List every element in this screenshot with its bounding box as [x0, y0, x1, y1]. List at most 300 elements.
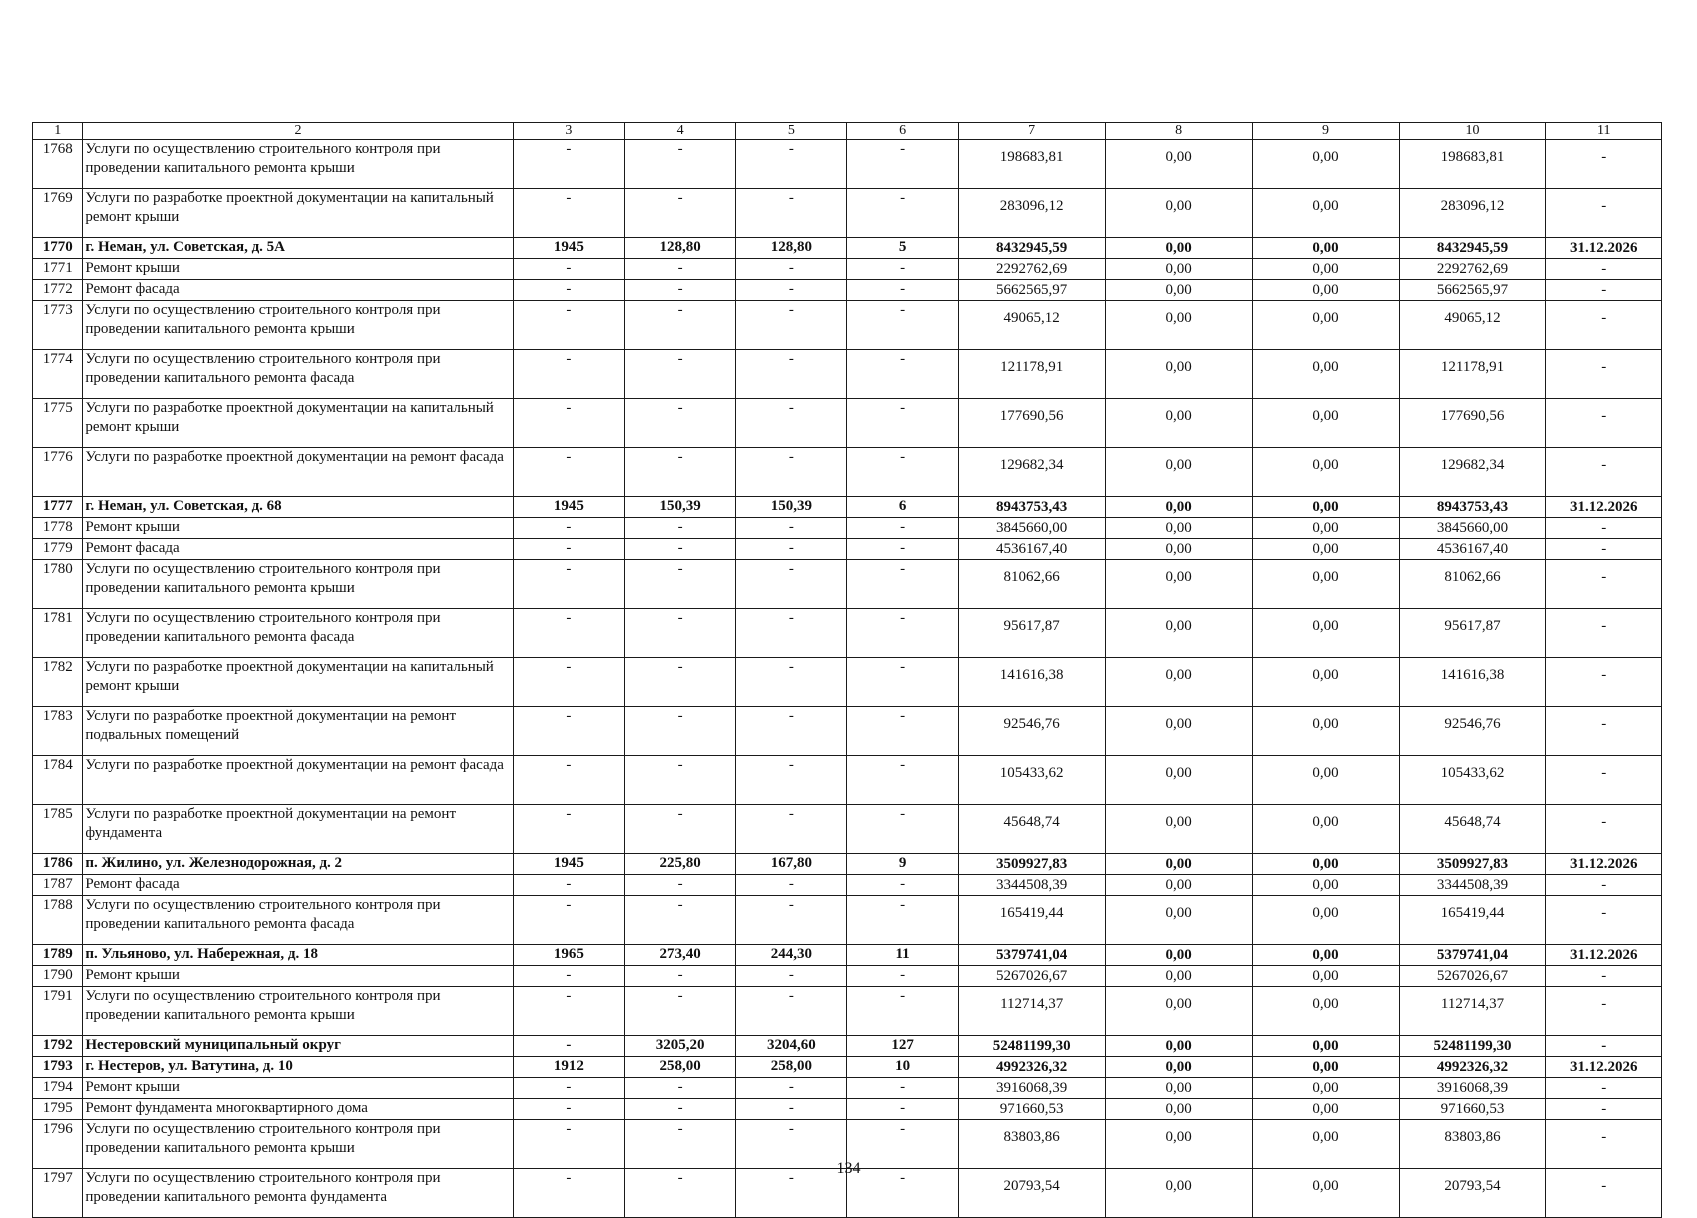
- total-cost-cell: 95617,87: [958, 609, 1105, 658]
- total-cost-cell: 81062,66: [958, 560, 1105, 609]
- total-area-cell: -: [624, 448, 735, 497]
- owner-funds-cell: 49065,12: [1399, 301, 1546, 350]
- deadline-cell: -: [1546, 399, 1662, 448]
- regional-funds-cell: 0,00: [1252, 707, 1399, 756]
- federal-funds-cell: 0,00: [1105, 945, 1252, 966]
- table-row: [33, 350, 1662, 399]
- regional-funds-cell: 0,00: [1252, 539, 1399, 560]
- residents-cell: -: [847, 560, 958, 609]
- owner-funds-cell: 8943753,43: [1399, 497, 1546, 518]
- deadline-cell: -: [1546, 140, 1662, 189]
- federal-funds-cell: 0,00: [1105, 658, 1252, 707]
- description-cell: Ремонт крыши: [83, 1078, 513, 1099]
- total-area-cell: -: [624, 658, 735, 707]
- table-row: [33, 945, 1662, 966]
- total-cost-cell: 3845660,00: [958, 518, 1105, 539]
- federal-funds-cell: 0,00: [1105, 301, 1252, 350]
- year-cell: 1912: [513, 1057, 624, 1078]
- owner-funds-cell: 5379741,04: [1399, 945, 1546, 966]
- table-row: [33, 1057, 1662, 1078]
- living-area-cell: -: [736, 756, 847, 805]
- owner-funds-cell: 8432945,59: [1399, 238, 1546, 259]
- residents-cell: 5: [847, 238, 958, 259]
- deadline-cell: 31.12.2026: [1546, 238, 1662, 259]
- owner-funds-cell: 3509927,83: [1399, 854, 1546, 875]
- year-cell: -: [513, 805, 624, 854]
- residents-cell: -: [847, 1078, 958, 1099]
- residents-cell: -: [847, 140, 958, 189]
- table-row: [33, 448, 1662, 497]
- deadline-cell: -: [1546, 350, 1662, 399]
- regional-funds-cell: 0,00: [1252, 658, 1399, 707]
- total-area-cell: -: [624, 1169, 735, 1218]
- deadline-cell: -: [1546, 987, 1662, 1036]
- federal-funds-cell: 0,00: [1105, 448, 1252, 497]
- regional-funds-cell: 0,00: [1252, 560, 1399, 609]
- owner-funds-cell: 4536167,40: [1399, 539, 1546, 560]
- deadline-cell: -: [1546, 539, 1662, 560]
- page-number: 134: [836, 1160, 861, 1177]
- total-cost-cell: 105433,62: [958, 756, 1105, 805]
- living-area-cell: -: [736, 658, 847, 707]
- description-cell: Ремонт крыши: [83, 518, 513, 539]
- total-area-cell: -: [624, 1099, 735, 1120]
- federal-funds-cell: 0,00: [1105, 854, 1252, 875]
- document-sheet: [32, 122, 1662, 1218]
- year-cell: -: [513, 987, 624, 1036]
- year-cell: -: [513, 875, 624, 896]
- residents-cell: -: [847, 539, 958, 560]
- description-cell: Ремонт фундамента многоквартирного дома: [83, 1099, 513, 1120]
- total-area-cell: -: [624, 140, 735, 189]
- residents-cell: -: [847, 259, 958, 280]
- living-area-cell: 3204,60: [736, 1036, 847, 1057]
- table-row: [33, 987, 1662, 1036]
- owner-funds-cell: 112714,37: [1399, 987, 1546, 1036]
- row-number-cell: 1769: [33, 189, 83, 238]
- residents-cell: 9: [847, 854, 958, 875]
- description-cell: Услуги по осуществлению строительного контроля при проведении капитального ремонта фасада: [83, 609, 513, 658]
- total-area-cell: -: [624, 189, 735, 238]
- year-cell: -: [513, 518, 624, 539]
- row-number-cell: 1770: [33, 238, 83, 259]
- federal-funds-cell: 0,00: [1105, 497, 1252, 518]
- residents-cell: -: [847, 399, 958, 448]
- total-area-cell: -: [624, 518, 735, 539]
- residents-cell: -: [847, 805, 958, 854]
- deadline-cell: -: [1546, 1099, 1662, 1120]
- header-cell: 2: [83, 123, 513, 140]
- deadline-cell: -: [1546, 756, 1662, 805]
- header-cell: 1: [33, 123, 83, 140]
- table-row: [33, 1036, 1662, 1057]
- owner-funds-cell: 92546,76: [1399, 707, 1546, 756]
- row-number-cell: 1792: [33, 1036, 83, 1057]
- description-cell: г. Нестеров, ул. Ватутина, д. 10: [83, 1057, 513, 1078]
- row-number-cell: 1789: [33, 945, 83, 966]
- table-row: [33, 756, 1662, 805]
- owner-funds-cell: 4992326,32: [1399, 1057, 1546, 1078]
- federal-funds-cell: 0,00: [1105, 875, 1252, 896]
- regional-funds-cell: 0,00: [1252, 238, 1399, 259]
- deadline-cell: -: [1546, 707, 1662, 756]
- deadline-cell: 31.12.2026: [1546, 854, 1662, 875]
- year-cell: -: [513, 189, 624, 238]
- row-number-cell: 1776: [33, 448, 83, 497]
- table-row: [33, 896, 1662, 945]
- description-cell: Услуги по разработке проектной документации на ремонт подвальных помещений: [83, 707, 513, 756]
- regional-funds-cell: 0,00: [1252, 875, 1399, 896]
- row-number-cell: 1775: [33, 399, 83, 448]
- owner-funds-cell: 165419,44: [1399, 896, 1546, 945]
- deadline-cell: -: [1546, 1036, 1662, 1057]
- living-area-cell: -: [736, 966, 847, 987]
- regional-funds-cell: 0,00: [1252, 1036, 1399, 1057]
- total-cost-cell: 5662565,97: [958, 280, 1105, 301]
- regional-funds-cell: 0,00: [1252, 1099, 1399, 1120]
- owner-funds-cell: 81062,66: [1399, 560, 1546, 609]
- regional-funds-cell: 0,00: [1252, 987, 1399, 1036]
- total-area-cell: 273,40: [624, 945, 735, 966]
- living-area-cell: -: [736, 1120, 847, 1169]
- row-number-cell: 1787: [33, 875, 83, 896]
- deadline-cell: -: [1546, 301, 1662, 350]
- row-number-cell: 1790: [33, 966, 83, 987]
- regional-funds-cell: 0,00: [1252, 896, 1399, 945]
- year-cell: 1965: [513, 945, 624, 966]
- residents-cell: -: [847, 448, 958, 497]
- regional-funds-cell: 0,00: [1252, 945, 1399, 966]
- residents-cell: -: [847, 1099, 958, 1120]
- living-area-cell: -: [736, 805, 847, 854]
- total-area-cell: -: [624, 966, 735, 987]
- total-cost-cell: 8943753,43: [958, 497, 1105, 518]
- row-number-cell: 1795: [33, 1099, 83, 1120]
- regional-funds-cell: 0,00: [1252, 280, 1399, 301]
- row-number-cell: 1771: [33, 259, 83, 280]
- residents-cell: 6: [847, 497, 958, 518]
- living-area-cell: -: [736, 280, 847, 301]
- row-number-cell: 1782: [33, 658, 83, 707]
- year-cell: -: [513, 560, 624, 609]
- federal-funds-cell: 0,00: [1105, 140, 1252, 189]
- regional-funds-cell: 0,00: [1252, 1078, 1399, 1099]
- federal-funds-cell: 0,00: [1105, 518, 1252, 539]
- description-cell: г. Неман, ул. Советская, д. 68: [83, 497, 513, 518]
- regional-funds-cell: 0,00: [1252, 1120, 1399, 1169]
- deadline-cell: 31.12.2026: [1546, 1057, 1662, 1078]
- owner-funds-cell: 121178,91: [1399, 350, 1546, 399]
- total-area-cell: 128,80: [624, 238, 735, 259]
- table-row: [33, 189, 1662, 238]
- row-number-cell: 1780: [33, 560, 83, 609]
- owner-funds-cell: 83803,86: [1399, 1120, 1546, 1169]
- regional-funds-cell: 0,00: [1252, 497, 1399, 518]
- header-cell: 4: [624, 123, 735, 140]
- living-area-cell: -: [736, 518, 847, 539]
- regional-funds-cell: 0,00: [1252, 259, 1399, 280]
- header-cell: 3: [513, 123, 624, 140]
- federal-funds-cell: 0,00: [1105, 987, 1252, 1036]
- description-cell: Услуги по разработке проектной документации на капитальный ремонт крыши: [83, 399, 513, 448]
- total-cost-cell: 83803,86: [958, 1120, 1105, 1169]
- residents-cell: -: [847, 609, 958, 658]
- owner-funds-cell: 5662565,97: [1399, 280, 1546, 301]
- year-cell: 1945: [513, 497, 624, 518]
- total-cost-cell: 3344508,39: [958, 875, 1105, 896]
- year-cell: -: [513, 140, 624, 189]
- total-area-cell: -: [624, 987, 735, 1036]
- living-area-cell: -: [736, 609, 847, 658]
- year-cell: -: [513, 966, 624, 987]
- owner-funds-cell: 3916068,39: [1399, 1078, 1546, 1099]
- total-area-cell: -: [624, 1078, 735, 1099]
- federal-funds-cell: 0,00: [1105, 238, 1252, 259]
- living-area-cell: 244,30: [736, 945, 847, 966]
- total-area-cell: -: [624, 280, 735, 301]
- total-cost-cell: 112714,37: [958, 987, 1105, 1036]
- description-cell: Услуги по разработке проектной документации на ремонт фасада: [83, 448, 513, 497]
- description-cell: Услуги по осуществлению строительного контроля при проведении капитального ремонта крыши: [83, 301, 513, 350]
- year-cell: -: [513, 539, 624, 560]
- regional-funds-cell: 0,00: [1252, 854, 1399, 875]
- table-row: [33, 609, 1662, 658]
- description-cell: Ремонт крыши: [83, 259, 513, 280]
- total-cost-cell: 5379741,04: [958, 945, 1105, 966]
- federal-funds-cell: 0,00: [1105, 896, 1252, 945]
- header-cell: 8: [1105, 123, 1252, 140]
- regional-funds-cell: 0,00: [1252, 140, 1399, 189]
- total-area-cell: -: [624, 560, 735, 609]
- deadline-cell: -: [1546, 280, 1662, 301]
- federal-funds-cell: 0,00: [1105, 259, 1252, 280]
- year-cell: -: [513, 1099, 624, 1120]
- table-row: [33, 518, 1662, 539]
- row-number-cell: 1773: [33, 301, 83, 350]
- column-number-header-row: [33, 123, 1662, 140]
- owner-funds-cell: 198683,81: [1399, 140, 1546, 189]
- regional-funds-cell: 0,00: [1252, 399, 1399, 448]
- description-cell: Нестеровский муниципальный округ: [83, 1036, 513, 1057]
- regional-funds-cell: 0,00: [1252, 609, 1399, 658]
- table-row: [33, 280, 1662, 301]
- deadline-cell: -: [1546, 1120, 1662, 1169]
- row-number-cell: 1784: [33, 756, 83, 805]
- total-area-cell: -: [624, 609, 735, 658]
- description-cell: Услуги по осуществлению строительного контроля при проведении капитального ремонта крыши: [83, 987, 513, 1036]
- living-area-cell: -: [736, 448, 847, 497]
- description-cell: г. Неман, ул. Советская, д. 5А: [83, 238, 513, 259]
- owner-funds-cell: 971660,53: [1399, 1099, 1546, 1120]
- row-number-cell: 1794: [33, 1078, 83, 1099]
- living-area-cell: -: [736, 1078, 847, 1099]
- owner-funds-cell: 2292762,69: [1399, 259, 1546, 280]
- residents-cell: -: [847, 1169, 958, 1218]
- total-area-cell: -: [624, 539, 735, 560]
- header-cell: 6: [847, 123, 958, 140]
- residents-cell: 11: [847, 945, 958, 966]
- residents-cell: -: [847, 707, 958, 756]
- deadline-cell: -: [1546, 259, 1662, 280]
- living-area-cell: -: [736, 987, 847, 1036]
- residents-cell: 127: [847, 1036, 958, 1057]
- residents-cell: -: [847, 875, 958, 896]
- total-cost-cell: 129682,34: [958, 448, 1105, 497]
- total-area-cell: -: [624, 875, 735, 896]
- row-number-cell: 1793: [33, 1057, 83, 1078]
- living-area-cell: -: [736, 259, 847, 280]
- regional-funds-cell: 0,00: [1252, 518, 1399, 539]
- owner-funds-cell: 177690,56: [1399, 399, 1546, 448]
- year-cell: -: [513, 1169, 624, 1218]
- description-cell: п. Ульяново, ул. Набережная, д. 18: [83, 945, 513, 966]
- table-row: [33, 539, 1662, 560]
- year-cell: -: [513, 448, 624, 497]
- row-number-cell: 1797: [33, 1169, 83, 1218]
- living-area-cell: -: [736, 875, 847, 896]
- federal-funds-cell: 0,00: [1105, 1169, 1252, 1218]
- federal-funds-cell: 0,00: [1105, 756, 1252, 805]
- total-area-cell: -: [624, 805, 735, 854]
- description-cell: Услуги по осуществлению строительного контроля при проведении капитального ремонта крыши: [83, 560, 513, 609]
- owner-funds-cell: 5267026,67: [1399, 966, 1546, 987]
- header-cell: 10: [1399, 123, 1546, 140]
- total-area-cell: -: [624, 301, 735, 350]
- description-cell: Ремонт крыши: [83, 966, 513, 987]
- total-cost-cell: 92546,76: [958, 707, 1105, 756]
- living-area-cell: -: [736, 1099, 847, 1120]
- description-cell: Услуги по разработке проектной документации на капитальный ремонт крыши: [83, 658, 513, 707]
- total-cost-cell: 177690,56: [958, 399, 1105, 448]
- living-area-cell: -: [736, 707, 847, 756]
- total-area-cell: 3205,20: [624, 1036, 735, 1057]
- deadline-cell: -: [1546, 658, 1662, 707]
- year-cell: 1945: [513, 854, 624, 875]
- residents-cell: -: [847, 896, 958, 945]
- table-row: [33, 399, 1662, 448]
- regional-funds-cell: 0,00: [1252, 350, 1399, 399]
- residents-cell: -: [847, 518, 958, 539]
- total-cost-cell: 4536167,40: [958, 539, 1105, 560]
- living-area-cell: -: [736, 539, 847, 560]
- federal-funds-cell: 0,00: [1105, 280, 1252, 301]
- table-row: [33, 658, 1662, 707]
- owner-funds-cell: 45648,74: [1399, 805, 1546, 854]
- year-cell: -: [513, 350, 624, 399]
- living-area-cell: -: [736, 301, 847, 350]
- total-cost-cell: 971660,53: [958, 1099, 1105, 1120]
- federal-funds-cell: 0,00: [1105, 1078, 1252, 1099]
- table-row: [33, 238, 1662, 259]
- year-cell: -: [513, 609, 624, 658]
- deadline-cell: -: [1546, 448, 1662, 497]
- table-row: [33, 966, 1662, 987]
- total-area-cell: 258,00: [624, 1057, 735, 1078]
- total-cost-cell: 121178,91: [958, 350, 1105, 399]
- description-cell: Услуги по осуществлению строительного контроля при проведении капитального ремонта крыши: [83, 140, 513, 189]
- owner-funds-cell: 105433,62: [1399, 756, 1546, 805]
- row-number-cell: 1779: [33, 539, 83, 560]
- deadline-cell: 31.12.2026: [1546, 497, 1662, 518]
- owner-funds-cell: 129682,34: [1399, 448, 1546, 497]
- residents-cell: -: [847, 280, 958, 301]
- total-cost-cell: 283096,12: [958, 189, 1105, 238]
- deadline-cell: -: [1546, 609, 1662, 658]
- year-cell: -: [513, 301, 624, 350]
- residents-cell: -: [847, 189, 958, 238]
- row-number-cell: 1778: [33, 518, 83, 539]
- table-row: [33, 259, 1662, 280]
- regional-funds-cell: 0,00: [1252, 301, 1399, 350]
- living-area-cell: -: [736, 350, 847, 399]
- table-row: [33, 1099, 1662, 1120]
- row-number-cell: 1774: [33, 350, 83, 399]
- deadline-cell: -: [1546, 875, 1662, 896]
- residents-cell: -: [847, 987, 958, 1036]
- row-number-cell: 1788: [33, 896, 83, 945]
- regional-funds-cell: 0,00: [1252, 966, 1399, 987]
- deadline-cell: -: [1546, 1169, 1662, 1218]
- row-number-cell: 1791: [33, 987, 83, 1036]
- year-cell: -: [513, 896, 624, 945]
- deadline-cell: -: [1546, 896, 1662, 945]
- living-area-cell: -: [736, 189, 847, 238]
- federal-funds-cell: 0,00: [1105, 805, 1252, 854]
- row-number-cell: 1768: [33, 140, 83, 189]
- residents-cell: -: [847, 658, 958, 707]
- total-area-cell: -: [624, 259, 735, 280]
- federal-funds-cell: 0,00: [1105, 707, 1252, 756]
- owner-funds-cell: 20793,54: [1399, 1169, 1546, 1218]
- regional-funds-cell: 0,00: [1252, 756, 1399, 805]
- description-cell: Ремонт фасада: [83, 875, 513, 896]
- row-number-cell: 1783: [33, 707, 83, 756]
- deadline-cell: -: [1546, 518, 1662, 539]
- federal-funds-cell: 0,00: [1105, 539, 1252, 560]
- residents-cell: -: [847, 966, 958, 987]
- year-cell: -: [513, 1078, 624, 1099]
- header-cell: 7: [958, 123, 1105, 140]
- description-cell: Услуги по разработке проектной документации на ремонт фундамента: [83, 805, 513, 854]
- table-row: [33, 875, 1662, 896]
- table-row: [33, 497, 1662, 518]
- regional-funds-cell: 0,00: [1252, 1169, 1399, 1218]
- deadline-cell: -: [1546, 805, 1662, 854]
- living-area-cell: -: [736, 140, 847, 189]
- federal-funds-cell: 0,00: [1105, 609, 1252, 658]
- table-row: [33, 301, 1662, 350]
- living-area-cell: 150,39: [736, 497, 847, 518]
- living-area-cell: -: [736, 896, 847, 945]
- deadline-cell: -: [1546, 1078, 1662, 1099]
- residents-cell: -: [847, 1120, 958, 1169]
- year-cell: -: [513, 707, 624, 756]
- living-area-cell: -: [736, 560, 847, 609]
- total-cost-cell: 4992326,32: [958, 1057, 1105, 1078]
- residents-cell: 10: [847, 1057, 958, 1078]
- residents-cell: -: [847, 756, 958, 805]
- regional-funds-cell: 0,00: [1252, 448, 1399, 497]
- year-cell: -: [513, 1120, 624, 1169]
- deadline-cell: 31.12.2026: [1546, 945, 1662, 966]
- total-cost-cell: 45648,74: [958, 805, 1105, 854]
- living-area-cell: 167,80: [736, 854, 847, 875]
- header-cell: 5: [736, 123, 847, 140]
- federal-funds-cell: 0,00: [1105, 966, 1252, 987]
- total-cost-cell: 198683,81: [958, 140, 1105, 189]
- owner-funds-cell: 52481199,30: [1399, 1036, 1546, 1057]
- description-cell: п. Жилино, ул. Железнодорожная, д. 2: [83, 854, 513, 875]
